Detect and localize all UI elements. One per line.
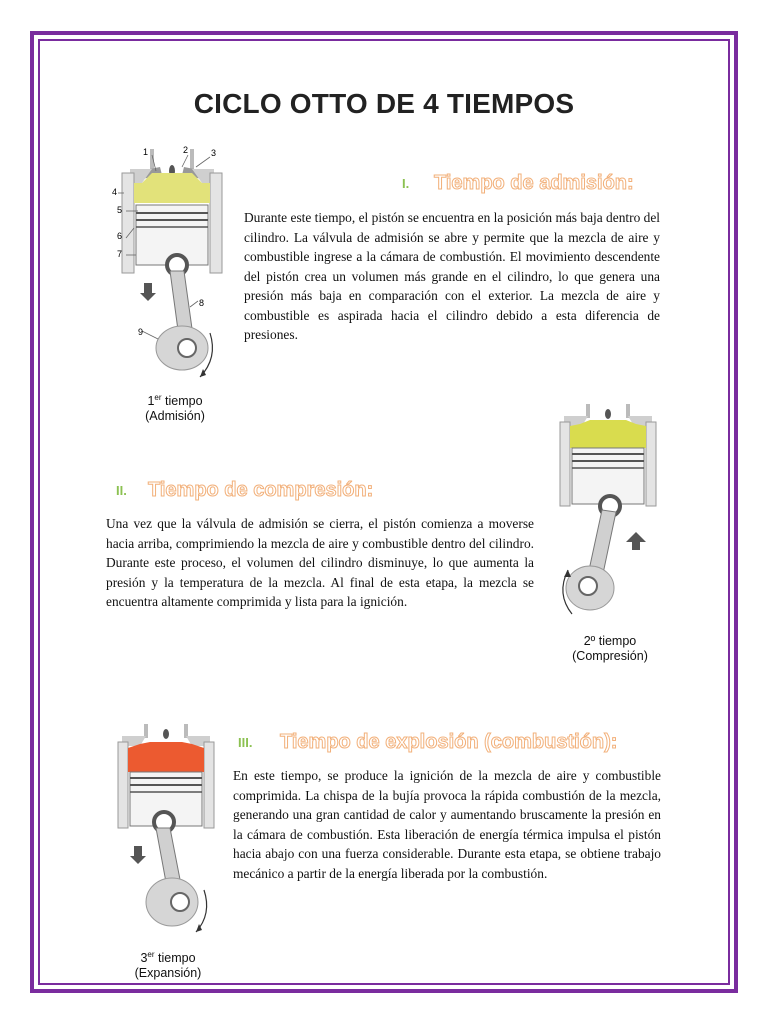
page-title: CICLO OTTO DE 4 TIEMPOS [193,88,575,119]
part-label: 6 [117,231,123,241]
section-title: Tiempo de explosión (combustión): [280,731,618,753]
figure-caption-admision: 1er tiempo (Admisión) [145,393,205,424]
section-numeral: II. [116,483,127,498]
part-label: 2 [183,145,189,155]
section-title: Tiempo de admisión: [434,172,634,194]
engine-diagram-admision [112,143,234,388]
engine-diagram-compresion [554,402,666,628]
part-label: 4 [112,187,118,197]
section-heading-admision [402,172,634,195]
section-title: Tiempo de compresión: [148,479,374,501]
part-label: 1 [143,147,149,157]
section-heading-compresion [116,479,373,502]
part-label: 3 [211,148,217,158]
section-body-explosion: En este tiempo, se produce la ignición de la mezcla de aire y combustible comprimida. La chispa de la bujía provoca la rápida combustión de la mezcla, generando una gran cantidad de calor y aumentando bruscamente la presión en la cámara de combustión. Esta liberación de energía térmica impulsa el pistón hacia abajo con una fuerza considerable. Durante esta etapa, se obtiene trabajo mecánico a partir de la energía liberada por la combustión. [233,768,661,881]
section-numeral: I. [402,176,410,191]
down-arrow-icon [140,283,156,301]
figure-caption-compresion: 2º tiempo (Compresión) [572,634,648,663]
section-numeral: III. [238,735,253,750]
figure-caption-explosion: 3er tiempo (Expansión) [134,950,202,981]
part-label: 7 [117,249,123,259]
engine-diagram-explosion [112,722,222,950]
section-body-compresion: Una vez que la válvula de admisión se cierra, el pistón comienza a moverse hacia arriba, comprimiendo la mezcla de aire y combustible dentro del cilindro. Durante este proceso, el volumen del cilindro disminuye, lo que aumenta la presión y la temperatura de la mezcla. Al final de esta etapa, la mezcla se encuentra altamente comprimida y lista para la ignición. [106,516,534,609]
part-label: 5 [117,205,123,215]
part-label: 8 [199,298,205,308]
part-label: 9 [138,327,144,337]
up-arrow-icon [626,532,646,550]
down-arrow-icon [130,846,146,864]
section-body-admision: Durante este tiempo, el pistón se encuentra en la posición más baja dentro del cilindro. La válvula de admisión se abre y permite que la mezcla de aire y combustible ingrese a la cámara de combustión. El movimiento descendente del pistón crea un volumen más grande en el cilindro, lo que genera una presión más baja en comparación con el exterior. La mezcla de aire y combustible es aspirada hacia el cilindro debido a esta diferencia de presiones. [244,210,660,342]
section-heading-explosion [238,731,617,754]
